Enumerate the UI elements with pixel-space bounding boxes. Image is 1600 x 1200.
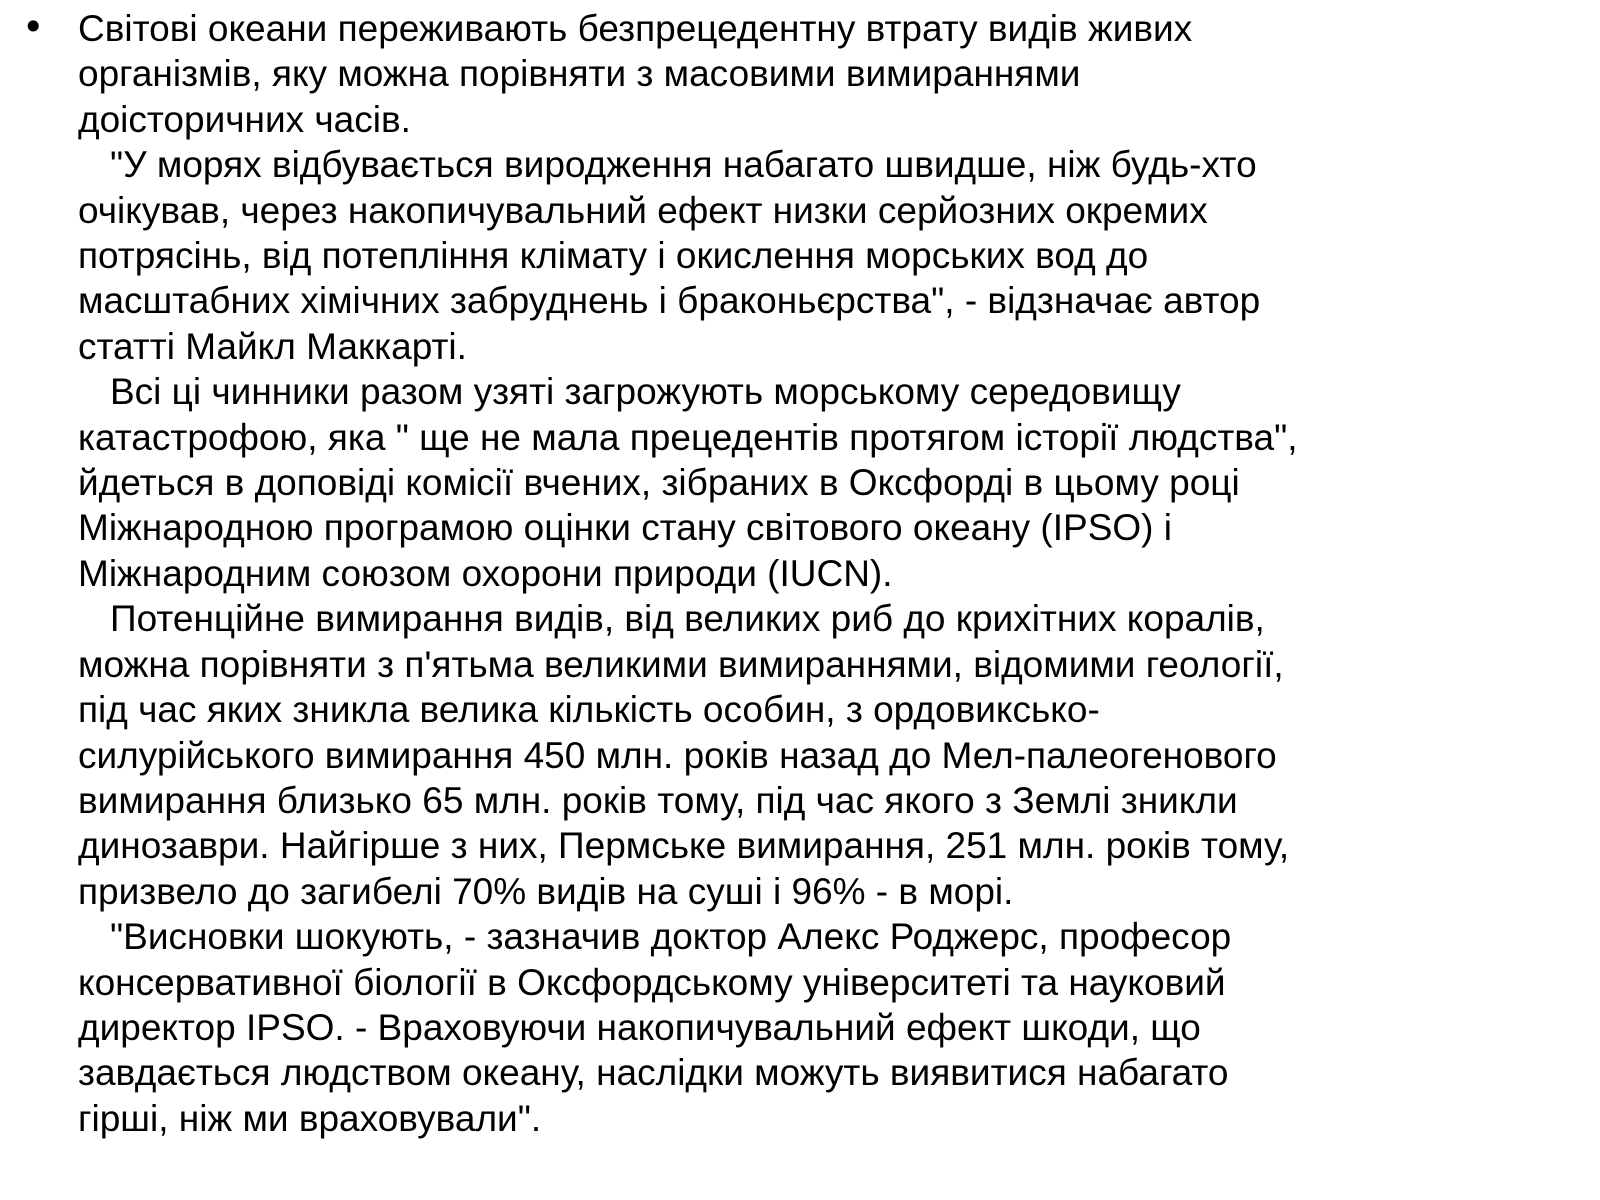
text-line: йдеться в доповіді комісії вчених, зібраних в Оксфорді в цьому році xyxy=(78,462,1240,504)
paragraph-start-line: "Висновки шокують, - зазначив доктор Алекс Роджерс, професор xyxy=(110,916,1232,958)
paragraph-start-line: Всі ці чинники разом узяті загрожують морському середовищу xyxy=(110,371,1181,413)
text-line: Міжнародним союзом охорони природи (IUCN). xyxy=(78,552,893,594)
text-line: гірші, ніж ми враховували". xyxy=(78,1097,542,1139)
text-line: консервативної біології в Оксфордському університеті та науковий xyxy=(78,961,1226,1003)
text-line: завдається людством океану, наслідки можуть виявитися набагато xyxy=(78,1052,1229,1094)
paragraph-start-line: Потенційне вимирання видів, від великих риб до крихітних коралів, xyxy=(110,598,1265,640)
paragraph-start-line: "У морях відбувається виродження набагато швидше, ніж будь-хто xyxy=(110,144,1257,186)
text-line: призвело до загибелі 70% видів на суші і 96% - в морі. xyxy=(78,870,1014,912)
text-line: директор IPSO. - Враховуючи накопичувальний ефект шкоди, що xyxy=(78,1006,1201,1048)
text-line: масштабних хімічних забруднень і браконьєрства", - відзначає автор xyxy=(78,280,1261,322)
text-line: можна порівняти з п'ятьма великими вимираннями, відомими геології, xyxy=(78,643,1284,685)
text-line: катастрофою, яка " ще не мала прецедентів протягом історії людства", xyxy=(78,416,1298,458)
bullet-icon: • xyxy=(22,5,45,49)
text-line: очікував, через накопичувальний ефект низки серйозних окремих xyxy=(78,189,1208,231)
text-line: під час яких зникла велика кількість особин, з ордовиксько- xyxy=(78,689,1100,731)
text-line: доісторичних часів. xyxy=(78,98,411,140)
text-line: організмів, яку можна порівняти з масовими вимираннями xyxy=(78,53,1081,95)
text-line: Світові океани переживають безпрецедентну втрату видів живих xyxy=(78,8,1193,49)
body-text xyxy=(78,6,1578,1141)
text-line: силурійського вимирання 450 млн. років назад до Мел-палеогенового xyxy=(78,734,1277,776)
text-line: потрясінь, від потепління клімату і окислення морських вод до xyxy=(78,235,1149,277)
text-line: динозаври. Найгірше з них, Пермське вимирання, 251 млн. років тому, xyxy=(78,825,1290,867)
text-line: Міжнародною програмою оцінки стану світового океану (IPSO) і xyxy=(78,507,1172,549)
text-line: вимирання близько 65 млн. років тому, під час якого з Землі зникли xyxy=(78,779,1238,821)
text-line: статті Майкл Маккарті. xyxy=(78,325,467,367)
